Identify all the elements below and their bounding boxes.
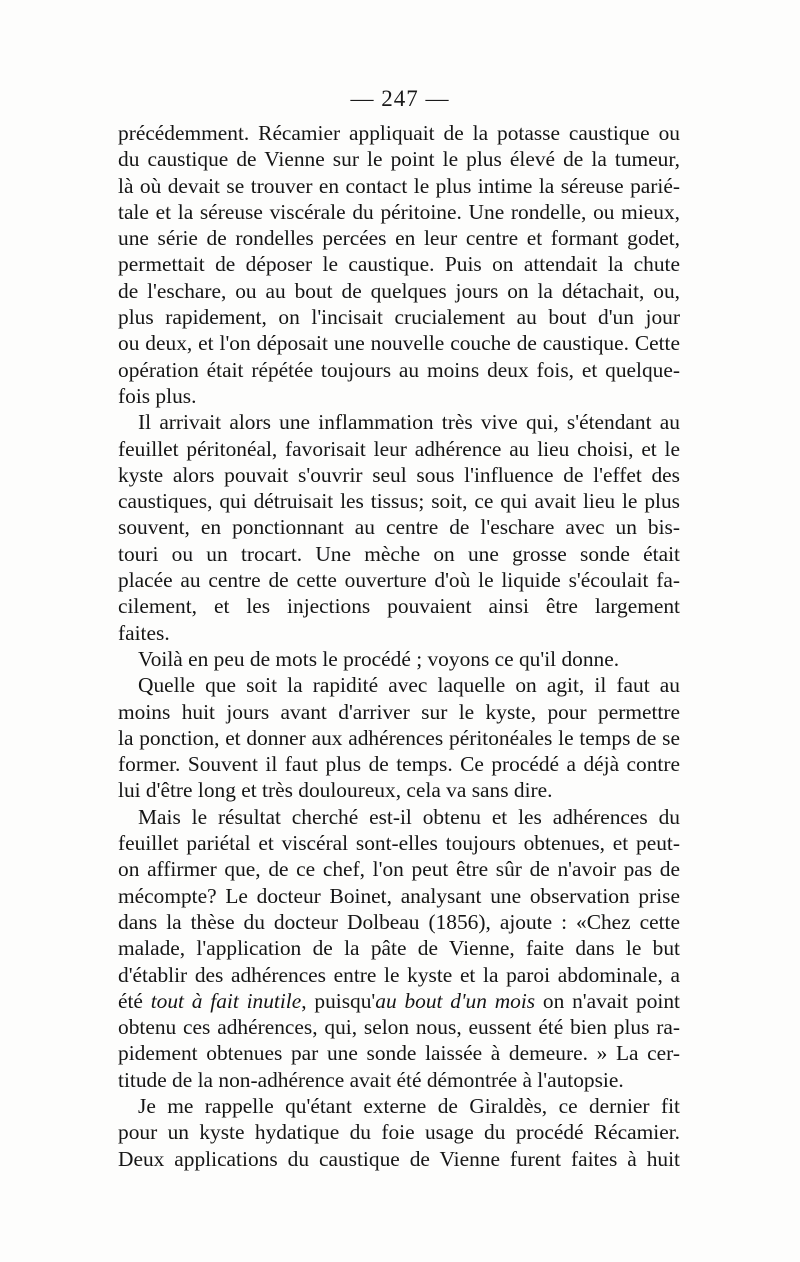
text-line: kyste alors pouvait s'ouvrir seul sous l'influence de l'effet des	[118, 462, 680, 487]
text-line: caustiques, qui détruisait les tissus; soit, ce qui avait lieu le plus	[118, 489, 680, 514]
text-line: former. Souvent il faut plus de temps. Ce procédé a déjà contre	[118, 752, 680, 777]
text-line: faites.	[118, 620, 170, 645]
text-line: ou deux, et l'on déposait une nouvelle couche de caustique. Cette	[118, 331, 680, 356]
text-line: moins huit jours avant d'arriver sur le kyste, pour permettre	[118, 699, 680, 724]
italic-phrase: tout à fait inutile	[150, 988, 302, 1013]
text-line: plus rapidement, on l'incisait crucialement au bout d'un jour	[118, 305, 680, 330]
text-line: Je me rappelle qu'étant externe de Giraldès, ce dernier fit	[138, 1093, 680, 1118]
text-line-italic	[118, 988, 680, 1014]
text-line: lui d'être long et très douloureux, cela va sans dire.	[118, 778, 553, 803]
text-line: pidement obtenues par une sonde laissée à demeure. » La cer-	[118, 1041, 680, 1066]
text-line: la ponction, et donner aux adhérences péritonéales le temps de se	[118, 725, 680, 750]
text-line: précédemment. Récamier appliquait de la potasse caustique ou	[118, 121, 680, 145]
text-line: Il arrivait alors une inflammation très vive qui, s'étendant au	[138, 410, 680, 435]
text-line: tale et la séreuse viscérale du péritoine. Une rondelle, ou mieux,	[118, 199, 680, 224]
text-line: permettait de déposer le caustique. Puis on attendait la chute	[118, 252, 680, 277]
text-line: cilement, et les injections pouvaient ainsi être largement	[118, 594, 680, 619]
text-segment: été	[118, 988, 151, 1013]
text-line: souvent, en ponctionnant au centre de l'eschare avec un bis-	[118, 515, 680, 540]
text-line: on affirmer que, de ce chef, l'on peut être sûr de n'avoir pas de	[118, 857, 680, 882]
text-line: malade, l'application de la pâte de Vienne, faite dans le but	[118, 936, 680, 961]
text-line: touri ou un trocart. Une mèche on une grosse sonde était	[118, 541, 680, 566]
text-line: une série de rondelles percées en leur centre et formant godet,	[118, 226, 680, 251]
text-line: feuillet péritonéal, favorisait leur adhérence au lieu choisi, et le	[118, 436, 680, 461]
text-line: d'établir des adhérences entre le kyste et la paroi abdominale, a	[118, 962, 680, 987]
text-line: placée au centre de cette ouverture d'où le liquide s'écoulait fa-	[118, 568, 680, 593]
text-line: titude de la non-adhérence avait été démontrée à l'autopsie.	[118, 1067, 624, 1092]
text-line: obtenu ces adhérences, qui, selon nous, eussent été bien plus ra-	[118, 1015, 680, 1040]
text-line: feuillet pariétal et viscéral sont-elles toujours obtenues, et peut-	[118, 831, 680, 856]
text-line: là où devait se trouver en contact le plus intime la séreuse parié-	[118, 173, 680, 198]
text-line: fois plus.	[118, 383, 197, 408]
text-line: mécompte? Le docteur Boinet, analysant une observation prise	[118, 883, 680, 908]
text-line: Quelle que soit la rapidité avec laquelle on agit, il faut au	[138, 673, 680, 698]
body-text	[118, 120, 680, 1172]
italic-phrase: au bout d'un mois	[375, 988, 536, 1013]
text-line: Voilà en peu de mots le procédé ; voyons ce qu'il donne.	[138, 646, 620, 671]
text-segment: on n'avait point	[535, 988, 680, 1013]
page-number: — 247 —	[350, 86, 450, 111]
text-line: du caustique de Vienne sur le point le plus élevé de la tumeur,	[118, 147, 680, 172]
text-line: de l'eschare, ou au bout de quelques jours on la détachait, ou,	[118, 278, 680, 303]
text-line: Mais le résultat cherché est-il obtenu et les adhérences du	[138, 804, 680, 829]
text-line: opération était répétée toujours au moins deux fois, et quelque-	[118, 357, 680, 382]
text-segment: , puisqu'	[301, 988, 376, 1013]
text-line: Deux applications du caustique de Vienne furent faites à huit	[118, 1146, 680, 1171]
text-line: pour un kyste hydatique du foie usage du procédé Récamier.	[118, 1120, 680, 1145]
text-line: dans la thèse du docteur Dolbeau (1856), ajoute : «Chez cette	[118, 909, 680, 934]
